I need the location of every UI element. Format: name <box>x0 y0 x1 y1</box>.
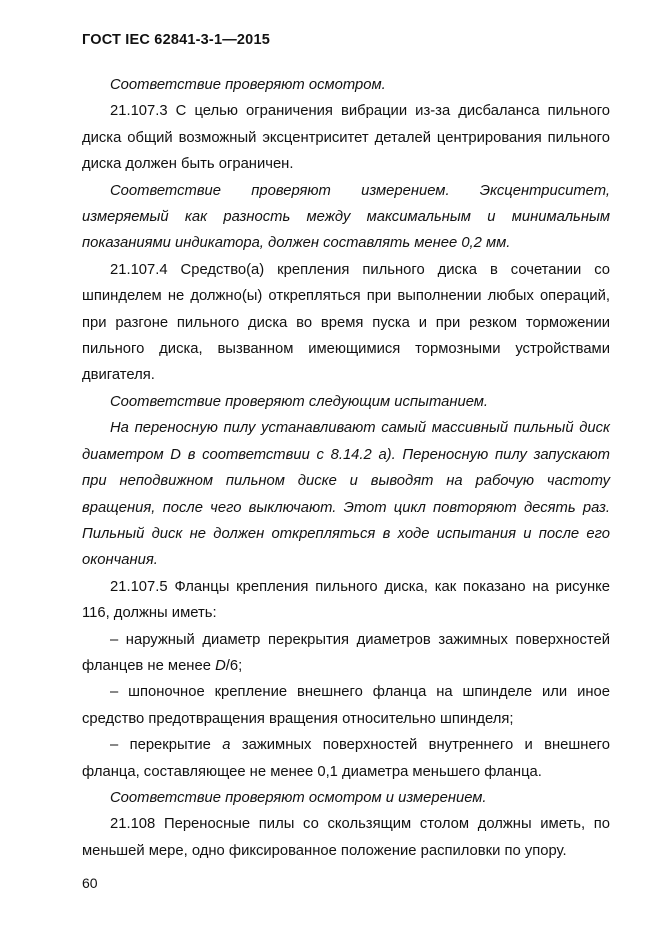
paragraph-text: зажимных поверхностей внутреннего и внешнего фланца, составляющее не менее 0,1 диаметра меньшего фланца. <box>82 737 610 780</box>
paragraph <box>82 732 610 785</box>
paragraph-text: Соответствие проверяют осмотром и измерением. <box>110 789 487 806</box>
paragraph <box>82 785 610 811</box>
paragraph <box>82 257 610 389</box>
paragraph <box>82 72 610 98</box>
paragraph-text: /6; <box>225 657 243 674</box>
document-body <box>82 72 610 864</box>
paragraph <box>82 178 610 257</box>
paragraph-text: Соответствие проверяют осмотром. <box>110 77 386 93</box>
document-header: ГОСТ IEC 62841-3-1—2015 <box>82 32 270 48</box>
paragraph <box>82 627 610 680</box>
paragraph-text: D <box>215 657 226 674</box>
page-content <box>82 32 610 864</box>
paragraph <box>82 574 610 627</box>
paragraph <box>82 811 610 864</box>
paragraph-text: а <box>222 737 231 754</box>
paragraph <box>82 389 610 415</box>
paragraph <box>82 415 610 573</box>
page-number: 60 <box>82 875 98 891</box>
paragraph <box>82 98 610 177</box>
paragraph-text: Соответствие проверяют следующим испытанием. <box>110 393 489 410</box>
paragraph-text: 21.108 Переносные пилы со скользящим столом должны иметь, по меньшей мере, одно фиксированное положение распиловки по упору. <box>82 816 610 859</box>
paragraph-text: 21.107.4 Средство(а) крепления пильного диска в сочетании со шпинделем не должно(ы) открепляться при выполнении любых операций, при разгоне пильного диска во время пуска и при резком торможении пильного диска, вызванном имеющимися тормозными устройствами двигателя. <box>82 261 610 384</box>
paragraph-text: – шпоночное крепление внешнего фланца на шпинделе или иное средство предотвращения вращения относительно шпинделя; <box>82 684 610 727</box>
paragraph-text: – перекрытие <box>110 737 223 754</box>
paragraph-text: Соответствие проверяют измерением. Эксцентриситет, измеряемый как разность между максимальным и минимальным показаниями индикатора, должен составлять менее 0,2 мм. <box>82 182 610 252</box>
paragraph-text: 21.107.5 Фланцы крепления пильного диска, как показано на рисунке 116, должны иметь: <box>82 578 610 622</box>
paragraph-text: На переносную пилу устанавливают самый массивный пильный диск диаметром D в соответствии с 8.14.2 а). Переносную пилу запускают при неподвижном пильном диске и выводят на рабочую частоту вращения, после чего выключают. Этот цикл повторяют десять раз. Пильный диск не должен открепляться в ходе испытания и после его окончания. <box>82 420 610 569</box>
paragraph <box>82 679 610 732</box>
paragraph-text: – наружный диаметр перекрытия диаметров зажимных поверхностей фланцев не менее <box>82 631 610 674</box>
paragraph-text: 21.107.3 С целью ограничения вибрации из-за дисбаланса пильного диска общий возможный эксцентриситет деталей центрирования пильного диска должен быть ограничен. <box>82 103 610 173</box>
